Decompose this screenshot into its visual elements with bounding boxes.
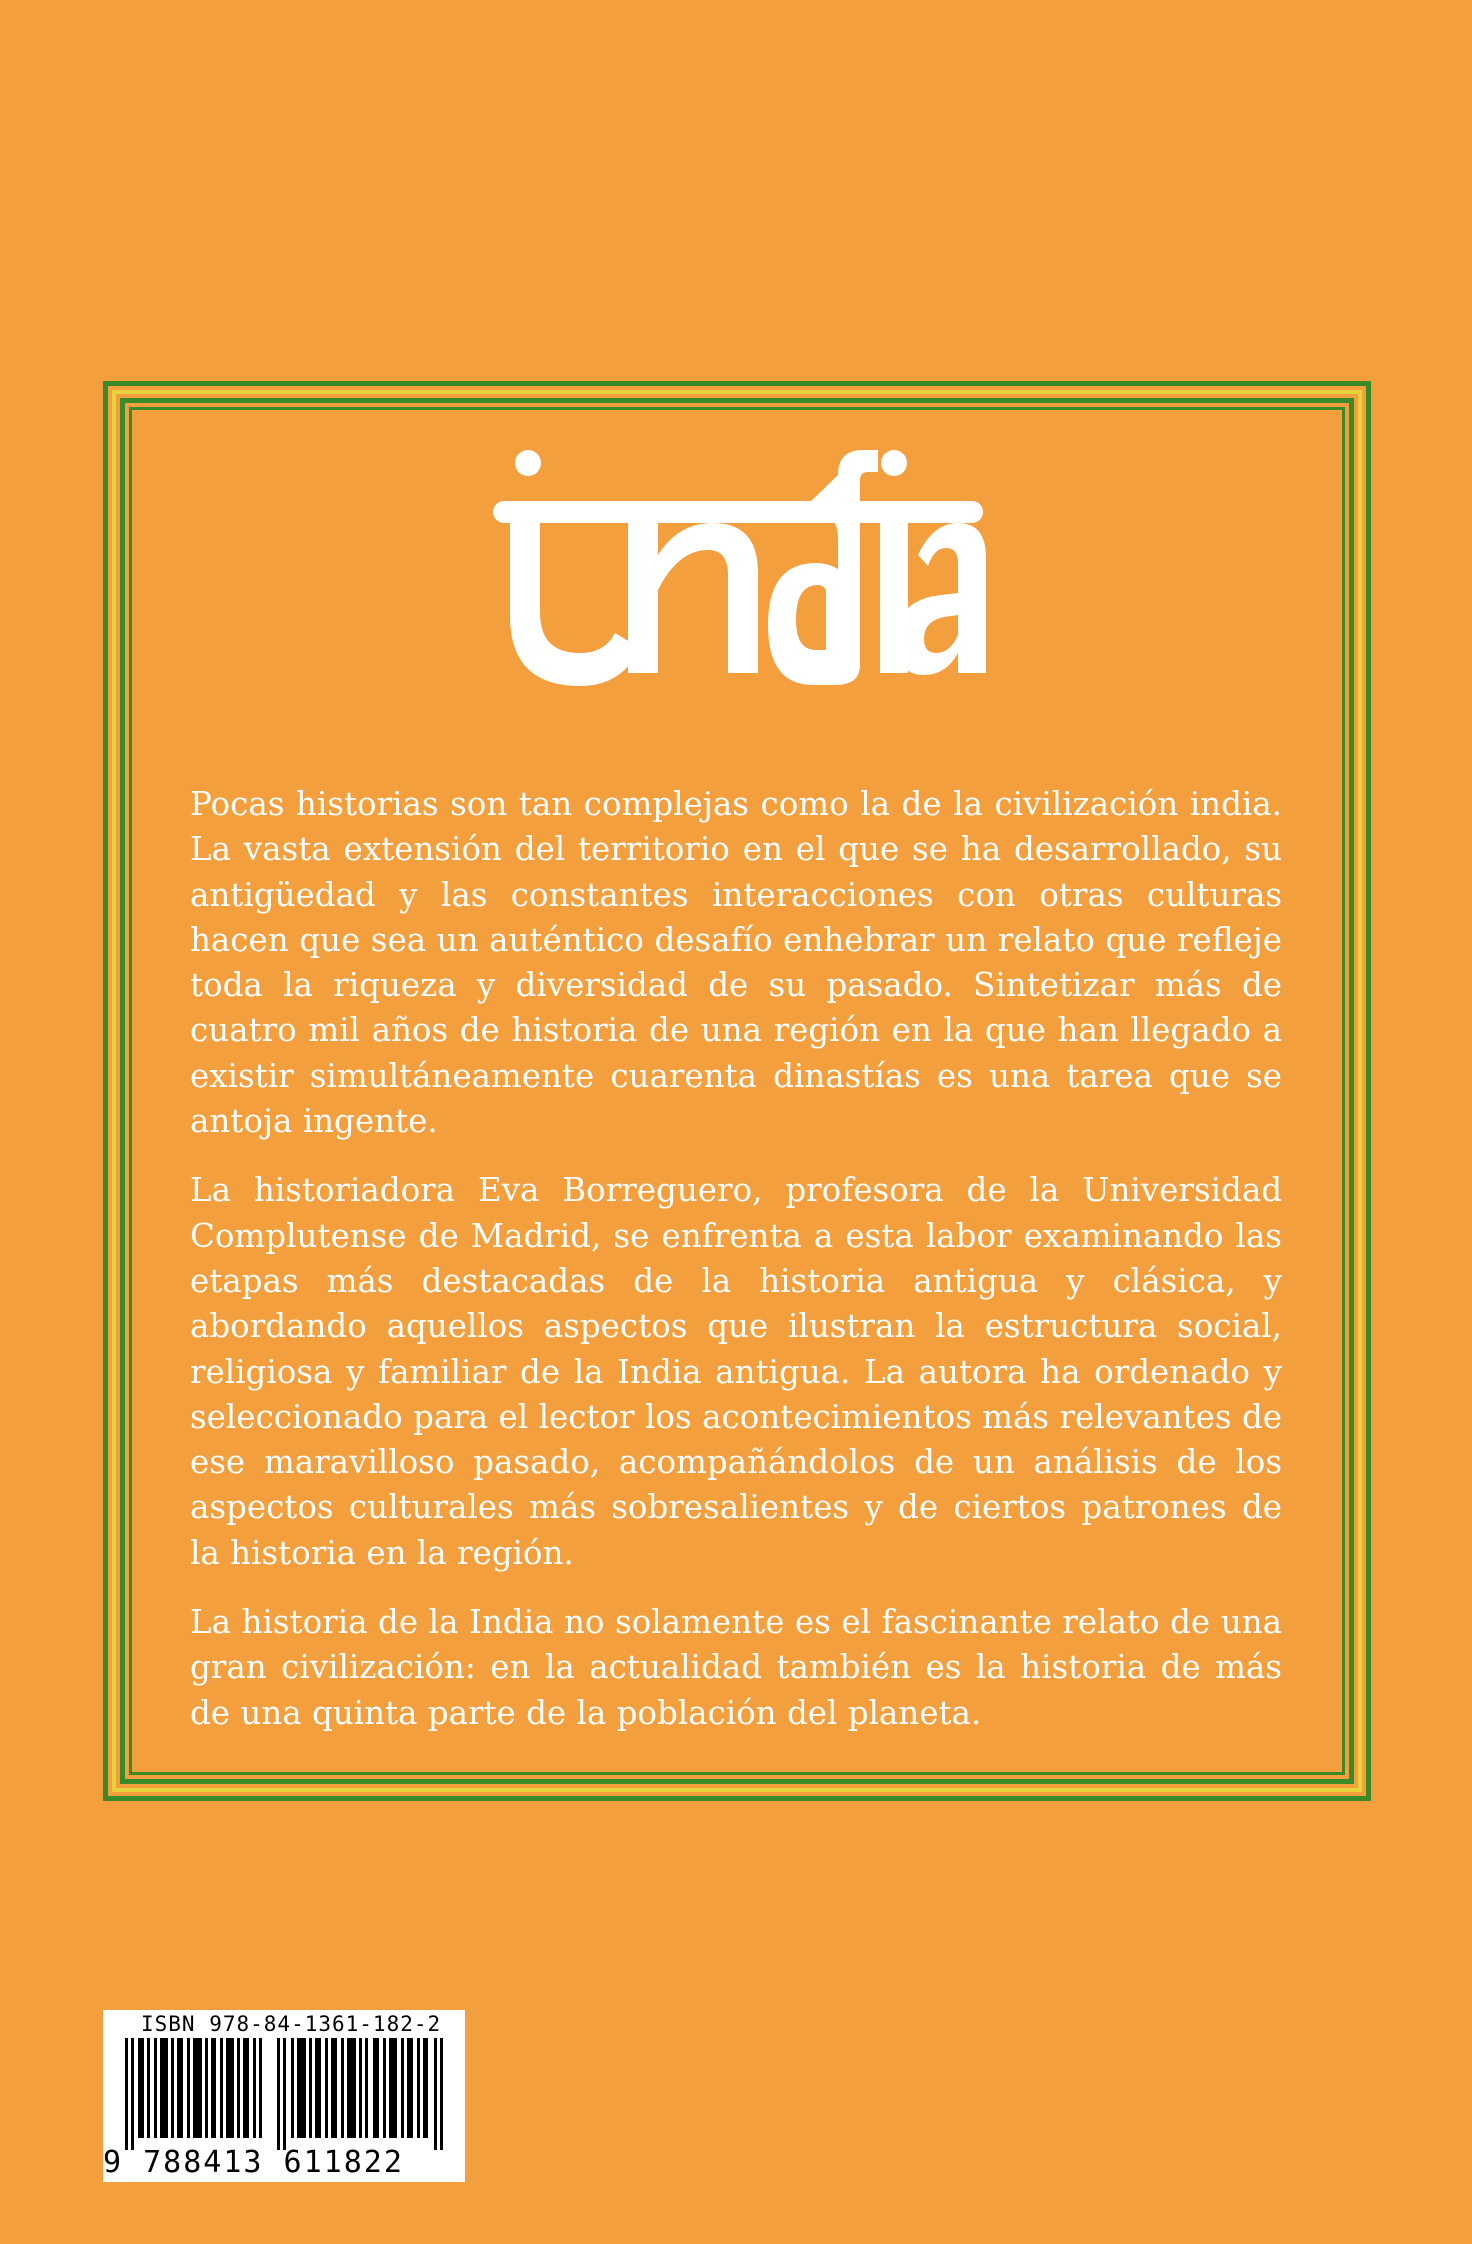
blurb-paragraph-2: La historiadora Eva Borreguero, profesora de la Universidad Complutense de Madrid, se enfrenta a esta labor examinando las etapas más destacadas de la historia antigua y clásica, y abordando aquellos aspectos que ilustran la estructura social, religiosa y familiar de la India antigua. La autora ha ordenado y seleccionado para el lector los acontecimientos más relevantes de ese maravilloso pasado, acompañándolos de un análisis de los aspectos culturales más sobresalientes y de ciertos patrones de la historia en la región. bbox=[190, 1171, 1282, 1572]
blurb-paragraph-1: Pocas historias son tan complejas como la de la civilización india. La vasta extensión del territorio en el que se ha desarrollado, su antigüedad y las constantes interacciones con otras culturas hacen que sea un auténtico desafío enhebrar un relato que refleje toda la riqueza y diversidad de su pasado. Sintetizar más de cuatro mil años de historia de una región en la que han llegado a existir simultáneamente cuarenta dinastías es una tarea que se antoja ingente. bbox=[190, 785, 1282, 1141]
india-logo bbox=[488, 445, 988, 705]
isbn-barcode bbox=[103, 2010, 465, 2182]
blurb-paragraph-3: La historia de la India no solamente es el fascinante relato de una gran civilización: en la actualidad también es la historia de más de una quinta parte de la población del planeta. bbox=[190, 1603, 1282, 1732]
isbn-label: ISBN 978-84-1361-182-2 bbox=[141, 2012, 442, 2036]
barcode-digits: 9 788413 611822 bbox=[103, 2145, 404, 2180]
barcode-bars bbox=[125, 2038, 443, 2150]
back-cover-blurb bbox=[190, 782, 1282, 1760]
